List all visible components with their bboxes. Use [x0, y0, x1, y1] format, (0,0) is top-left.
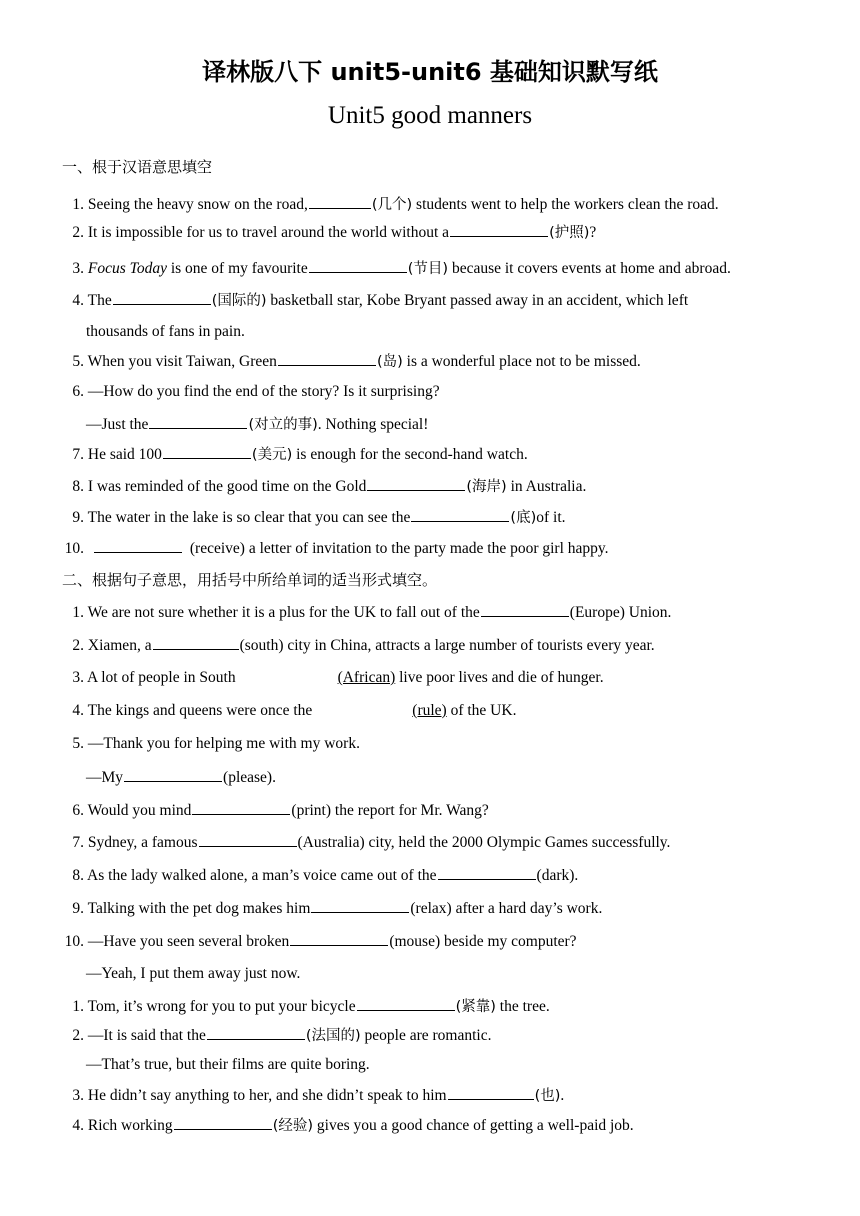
answer-blank[interactable] [207, 1025, 305, 1040]
q-number: 3. [72, 669, 84, 686]
s1-q10 [60, 538, 609, 559]
q-text: Seeing the heavy snow on the road, [87, 196, 308, 213]
q-number: 4. [72, 292, 84, 309]
q-number: 5. [72, 735, 84, 752]
q-number: 8. [72, 478, 84, 495]
q-text: in Australia. [506, 478, 587, 495]
s3-q1 [68, 996, 550, 1017]
q-text: the tree. [495, 998, 550, 1015]
s1-q6 [68, 382, 440, 402]
answer-blank[interactable] [367, 476, 465, 491]
answer-blank[interactable] [309, 194, 371, 209]
page-subtitle: Unit5 good manners [327, 102, 533, 129]
q-text: is enough for the second-hand watch. [292, 446, 528, 463]
q-text: Would you mind [87, 802, 192, 819]
q-hint: (African) [337, 669, 396, 686]
q-number: 1. [72, 604, 84, 621]
q-hint: (也) [534, 1088, 561, 1104]
q-number: 6. [72, 383, 84, 400]
q-text: Talking with the pet dog makes him [87, 900, 311, 917]
s1-q5 [68, 351, 641, 372]
q-hint: (south) [239, 637, 284, 654]
q-text: When you visit Taiwan, Green [87, 353, 277, 370]
q-number: 4. [72, 1117, 84, 1134]
q-text: Union. [624, 604, 672, 621]
answer-blank[interactable] [94, 538, 182, 553]
q-text: after a hard day’s work. [451, 900, 603, 917]
q-text: —Have you seen several broken [87, 933, 290, 950]
s1-q8 [68, 476, 586, 497]
q-text: The [87, 292, 112, 309]
answer-blank[interactable] [481, 602, 569, 617]
q-text: people are romantic. [360, 1027, 492, 1044]
q-text: I was reminded of the good time on the Gold [87, 478, 367, 495]
q-text: The water in the lake is so clear that you can see the [87, 509, 411, 526]
q-text: . [574, 867, 579, 884]
q-hint: (rule) [412, 702, 447, 719]
s1-q6-reply [86, 414, 428, 435]
q-number: 8. [72, 867, 84, 884]
answer-blank[interactable] [411, 507, 509, 522]
q-text: Tom, it’s wrong for you to put your bicycle [87, 998, 356, 1015]
s2-q9 [68, 898, 602, 919]
answer-blank[interactable] [149, 414, 247, 429]
s2-q10 [60, 931, 577, 952]
s2-q4 [68, 701, 516, 721]
q-text: of the UK. [446, 702, 517, 719]
q-hint: (法国的) [305, 1028, 361, 1044]
q-hint: (节目) [407, 261, 449, 277]
answer-blank[interactable] [278, 351, 376, 366]
answer-blank[interactable] [174, 1115, 272, 1130]
s2-q5 [68, 734, 360, 754]
q-text: basketball star, Kobe Bryant passed away in an accident, which left [266, 292, 689, 309]
answer-blank[interactable] [311, 898, 409, 913]
q-number: 3. [72, 260, 84, 277]
q-text: —It is said that the [87, 1027, 206, 1044]
q-text: He didn’t say anything to her, and she didn’t speak to him [87, 1087, 447, 1104]
s1-q1 [68, 194, 719, 215]
q-hint: (美元) [251, 447, 293, 463]
answer-blank[interactable] [309, 258, 407, 273]
s2-q5-reply [86, 767, 276, 788]
section-2-heading: 二、根据句子意思，用括号中所给单词的适当形式填空。 [62, 571, 438, 589]
s1-q9 [68, 507, 566, 528]
q-text: Sydney, a famous [87, 834, 198, 851]
answer-blank[interactable] [153, 635, 239, 650]
q-hint: (底) [510, 510, 537, 526]
q-number: 5. [72, 353, 84, 370]
q-number: 3. [72, 1087, 84, 1104]
q-text: city in China, attracts a large number of tourists every year. [283, 637, 655, 654]
q-number: 4. [72, 702, 84, 719]
q-text: He said 100 [87, 446, 162, 463]
q-text: city, held the 2000 Olympic Games successfully. [364, 834, 671, 851]
q-text: gives you a good chance of getting a well-paid job. [313, 1117, 634, 1134]
q-hint: (海岸) [466, 479, 507, 495]
q-number: 2. [72, 1027, 84, 1044]
answer-blank[interactable] [124, 767, 222, 782]
q-number: 1. [72, 998, 84, 1015]
q-text: . [272, 769, 276, 786]
q-number: 2. [72, 637, 84, 654]
q-hint: (mouse) [389, 933, 441, 950]
q-hint: (receive) [189, 540, 245, 557]
q-text: . Nothing special! [317, 416, 429, 433]
q-text: is one of my favourite [166, 260, 308, 277]
q-hint: (紧靠) [455, 999, 496, 1015]
q-number: 10. [64, 540, 84, 557]
q-hint: (对立的事) [248, 417, 318, 433]
s2-q8 [68, 865, 578, 886]
q-text: a letter of invitation to the party made the poor girl happy. [244, 540, 609, 557]
s2-q3 [68, 668, 604, 688]
q-text: As the lady walked alone, a man’s voice came out of the [87, 867, 437, 884]
s2-q10-reply: —Yeah, I put them away just now. [86, 965, 301, 982]
q-hint: (please) [223, 769, 273, 786]
s1-q4-cont: thousands of fans in pain. [86, 323, 245, 340]
s2-q1 [68, 602, 671, 623]
q-text: the report for Mr. Wang? [331, 802, 489, 819]
q-hint: (国际的) [211, 293, 267, 309]
section-1-heading: 一、根于汉语意思填空 [62, 158, 213, 176]
q-hint: (Europe) [569, 604, 625, 621]
q-hint: (dark) [536, 867, 575, 884]
q-number: 9. [72, 509, 84, 526]
answer-blank[interactable] [163, 444, 251, 459]
q-text: students went to help the workers clean the road. [412, 196, 719, 213]
q-text: —My [86, 769, 124, 786]
q-hint: (岛) [376, 354, 403, 370]
s1-q4 [68, 290, 688, 311]
s2-q2 [68, 635, 655, 656]
answer-blank[interactable] [438, 865, 536, 880]
s1-q3 [68, 258, 731, 279]
answer-blank[interactable] [192, 800, 290, 815]
q-text: It is impossible for us to travel around the world without a [87, 224, 450, 241]
q-text: beside my computer? [440, 933, 577, 950]
s2-q7 [68, 832, 670, 853]
answer-blank[interactable] [199, 832, 297, 847]
s3-q2 [68, 1025, 491, 1046]
q-text: A lot of people in South [87, 669, 236, 686]
answer-blank[interactable] [113, 290, 211, 305]
q-hint: (relax) [410, 900, 452, 917]
q-hint: (几个) [371, 197, 413, 213]
q-hint: (Australia) [297, 834, 365, 851]
s3-q4 [68, 1115, 634, 1136]
q-text: —How do you find the end of the story? Is it surprising? [87, 383, 440, 400]
s3-q2-reply: —That’s true, but their films are quite boring. [86, 1056, 370, 1073]
s3-q3 [68, 1085, 564, 1106]
answer-blank[interactable] [450, 222, 548, 237]
answer-blank[interactable] [290, 931, 388, 946]
program-name: Focus Today [87, 260, 167, 277]
q-number: 1. [72, 196, 84, 213]
q-text: The kings and queens were once the [87, 702, 313, 719]
page-title: 译林版八下 unit5-unit6 基础知识默写纸 [202, 58, 658, 86]
q-hint: (print) [291, 802, 332, 819]
q-text: Rich working [87, 1117, 173, 1134]
q-hint: (护照) [549, 225, 590, 241]
q-text: Xiamen, a [87, 637, 152, 654]
q-text: —Thank you for helping me with my work. [87, 735, 360, 752]
q-text: We are not sure whether it is a plus for the UK to fall out of the [87, 604, 480, 621]
q-number: 10. [64, 933, 84, 950]
q-text: . [560, 1087, 565, 1104]
q-text: because it covers events at home and abroad. [448, 260, 731, 277]
s1-q7 [68, 444, 528, 465]
q-text: of it. [536, 509, 566, 526]
s2-q6 [68, 800, 489, 821]
q-number: 2. [72, 224, 84, 241]
q-text: ? [589, 224, 597, 241]
q-text: live poor lives and die of hunger. [395, 669, 604, 686]
q-number: 9. [72, 900, 84, 917]
q-text: —Just the [86, 416, 149, 433]
q-hint: (经验) [272, 1118, 314, 1134]
s1-q2 [68, 222, 596, 243]
answer-blank[interactable] [357, 996, 455, 1011]
q-text: is a wonderful place not to be missed. [402, 353, 641, 370]
q-number: 7. [72, 446, 84, 463]
q-number: 7. [72, 834, 84, 851]
q-number: 6. [72, 802, 84, 819]
answer-blank[interactable] [448, 1085, 534, 1100]
